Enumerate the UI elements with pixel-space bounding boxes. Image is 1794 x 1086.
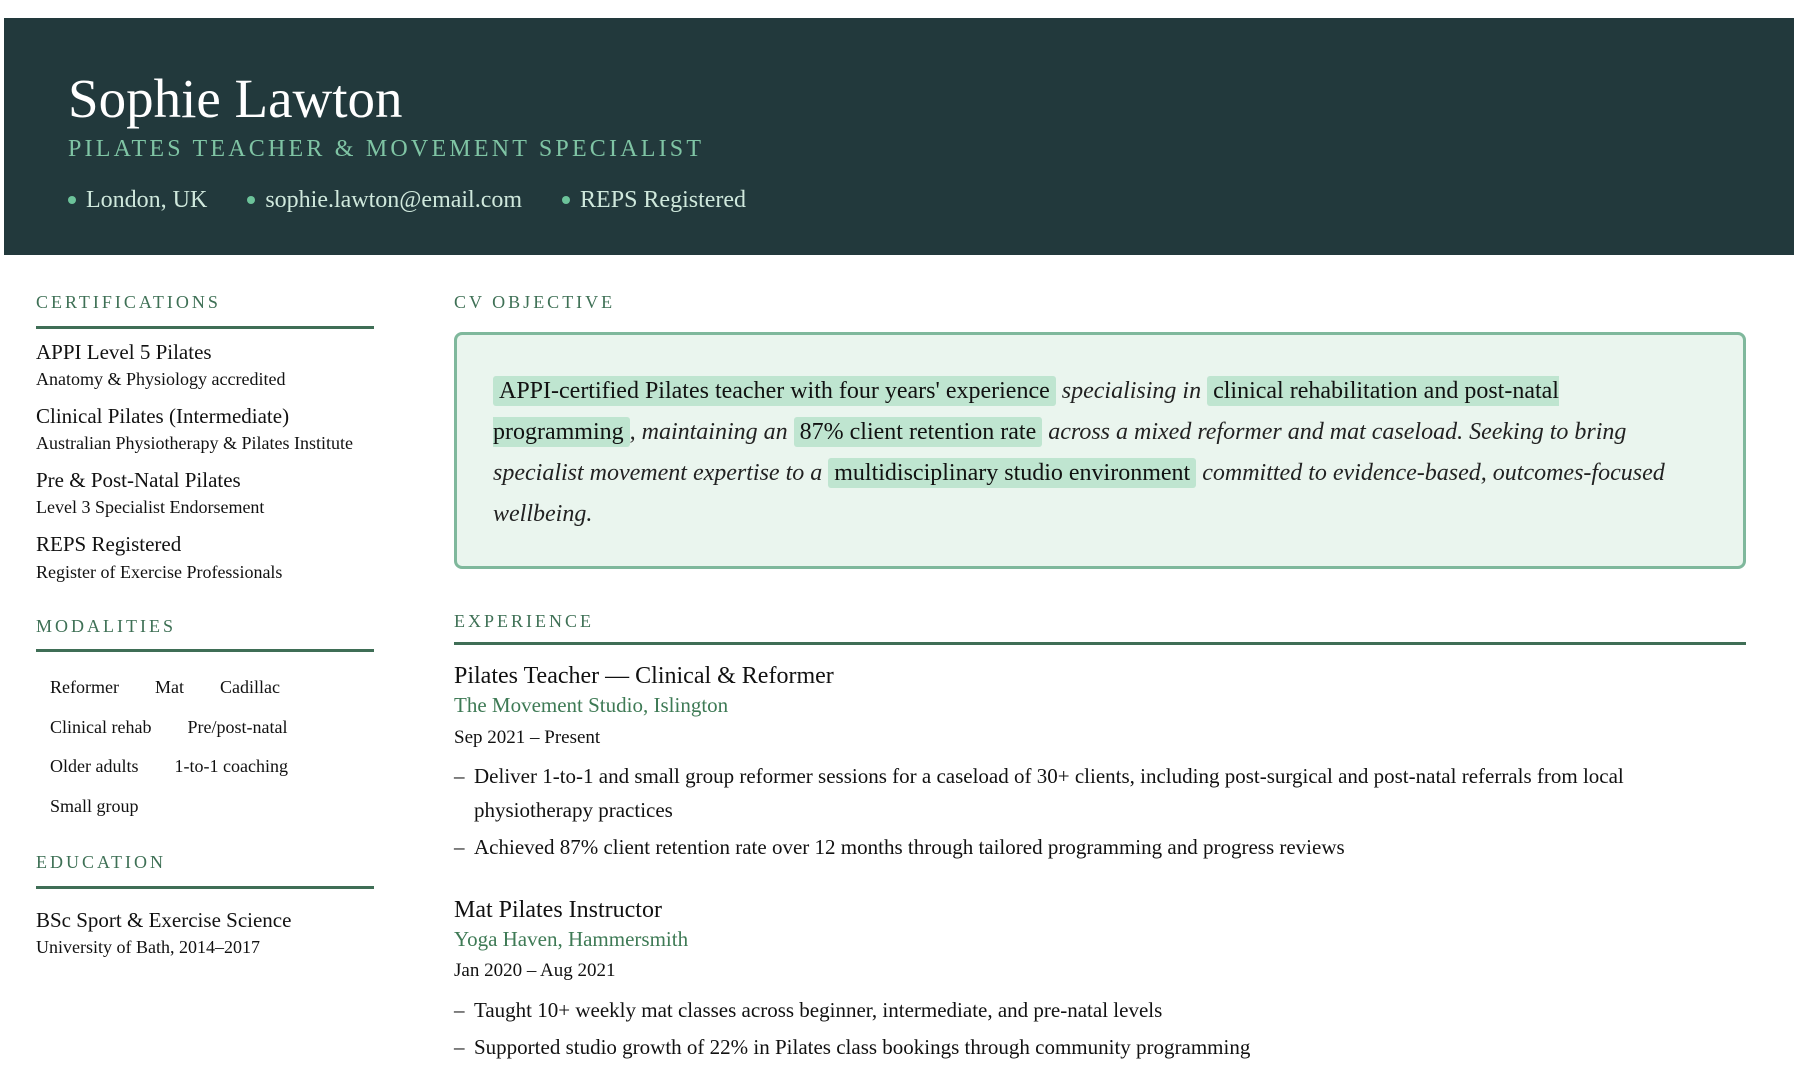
- modalities-section: [36, 616, 374, 822]
- certification-item: [36, 403, 374, 457]
- job-company: Yoga Haven, Hammersmith: [454, 926, 689, 951]
- contact-location: [68, 186, 207, 215]
- experience-heading: EXPERIENCE: [454, 610, 594, 631]
- certification-name: REPS Registered: [36, 532, 182, 557]
- job-title: Mat Pilates Instructor: [454, 896, 662, 923]
- modalities-heading: MODALITIES: [36, 616, 374, 653]
- modality-tag: Cadillac: [219, 677, 280, 698]
- objective-text: committed to evidence-based, outcomes-focused wellbeing.: [493, 460, 1665, 528]
- certification-item: [36, 339, 374, 393]
- objective-highlight: 87% client retention rate: [794, 417, 1043, 447]
- certification-detail: Level 3 Specialist Endorsement: [36, 497, 265, 518]
- candidate-title: PILATES TEACHER & MOVEMENT SPECIALIST: [68, 136, 705, 162]
- modality-tag: Reformer: [50, 677, 119, 698]
- bullet-dot-icon: [562, 196, 570, 204]
- objective-highlight: APPI-certified Pilates teacher with four years' experience: [493, 376, 1056, 406]
- job-bullet: – Achieved 87% client retention rate over 12 months through tailored programming and progress reviews: [454, 831, 1746, 865]
- job-bullets: [454, 760, 1746, 865]
- contact-email[interactable]: [247, 186, 522, 215]
- education-section: [36, 852, 374, 961]
- certification-item: [36, 467, 374, 521]
- contact-registration-text: REPS Registered: [580, 187, 747, 213]
- objective-box: [454, 332, 1746, 569]
- contact-list: [68, 186, 746, 215]
- modality-tag: 1-to-1 coaching: [174, 756, 288, 777]
- contact-email-text[interactable]: sophie.lawton@email.com: [265, 187, 523, 213]
- contact-registration: [562, 186, 746, 215]
- certification-detail: Anatomy & Physiology accredited: [36, 368, 286, 389]
- job-entry: [454, 661, 1746, 865]
- modality-tags: [36, 652, 338, 822]
- bullet-dot-icon: [247, 196, 255, 204]
- job-entry: [454, 895, 1746, 1065]
- certification-name: Pre & Post-Natal Pilates: [36, 468, 241, 493]
- job-title: Pilates Teacher — Clinical & Reformer: [454, 663, 834, 690]
- modality-tag: Clinical rehab: [50, 716, 152, 737]
- modality-tag: Mat: [154, 677, 184, 698]
- objective-highlight: clinical rehabilitation and post-natal programming: [493, 377, 1559, 445]
- objective-text: specialising in: [1055, 377, 1208, 404]
- certification-name: APPI Level 5 Pilates: [36, 339, 212, 364]
- job-dates: Sep 2021 – Present: [454, 726, 601, 748]
- objective-text: , maintaining an: [629, 418, 794, 445]
- certification-detail: Australian Physiotherapy & Pilates Institute: [36, 433, 353, 454]
- modality-tag: Older adults: [50, 756, 139, 777]
- modality-tag: Pre/post-natal: [187, 716, 288, 737]
- certification-item: [36, 531, 374, 585]
- job-company: The Movement Studio, Islington: [454, 693, 729, 718]
- job-bullets: [454, 994, 1746, 1065]
- education-degree: BSc Sport & Exercise Science: [36, 907, 292, 932]
- job-bullet: – Deliver 1-to-1 and small group reformer sessions for a caseload of 30+ clients, including post-surgical and post-natal referrals from local physiotherapy practices: [454, 760, 1746, 827]
- job-bullet: – Taught 10+ weekly mat classes across beginner, intermediate, and pre-natal levels: [454, 994, 1746, 1028]
- job-dates: Jan 2020 – Aug 2021: [454, 960, 616, 982]
- job-bullet: – Supported studio growth of 22% in Pilates class bookings through community programming: [454, 1031, 1746, 1065]
- objective-text: across a mixed reformer and mat caseload. Seeking to bring specialist movement expertise to a: [493, 418, 1627, 487]
- contact-location-text: London, UK: [86, 187, 208, 213]
- certifications-heading: CERTIFICATIONS: [36, 292, 374, 329]
- certification-detail: Register of Exercise Professionals: [36, 561, 283, 582]
- certifications-section: [36, 292, 374, 586]
- objective-highlight: multidisciplinary studio environment: [828, 458, 1196, 488]
- main-content: [454, 292, 1746, 1069]
- education-detail: University of Bath, 2014–2017: [36, 936, 260, 957]
- certification-name: Clinical Pilates (Intermediate): [36, 403, 290, 428]
- modality-tag: Small group: [50, 795, 139, 816]
- sidebar: [36, 292, 374, 991]
- header-banner: [4, 18, 1794, 255]
- experience-heading-wrap: [454, 611, 1746, 646]
- candidate-name: Sophie Lawton: [68, 68, 403, 129]
- bullet-dot-icon: [68, 196, 76, 204]
- objective-heading: CV OBJECTIVE: [454, 292, 616, 312]
- education-heading: EDUCATION: [36, 852, 374, 889]
